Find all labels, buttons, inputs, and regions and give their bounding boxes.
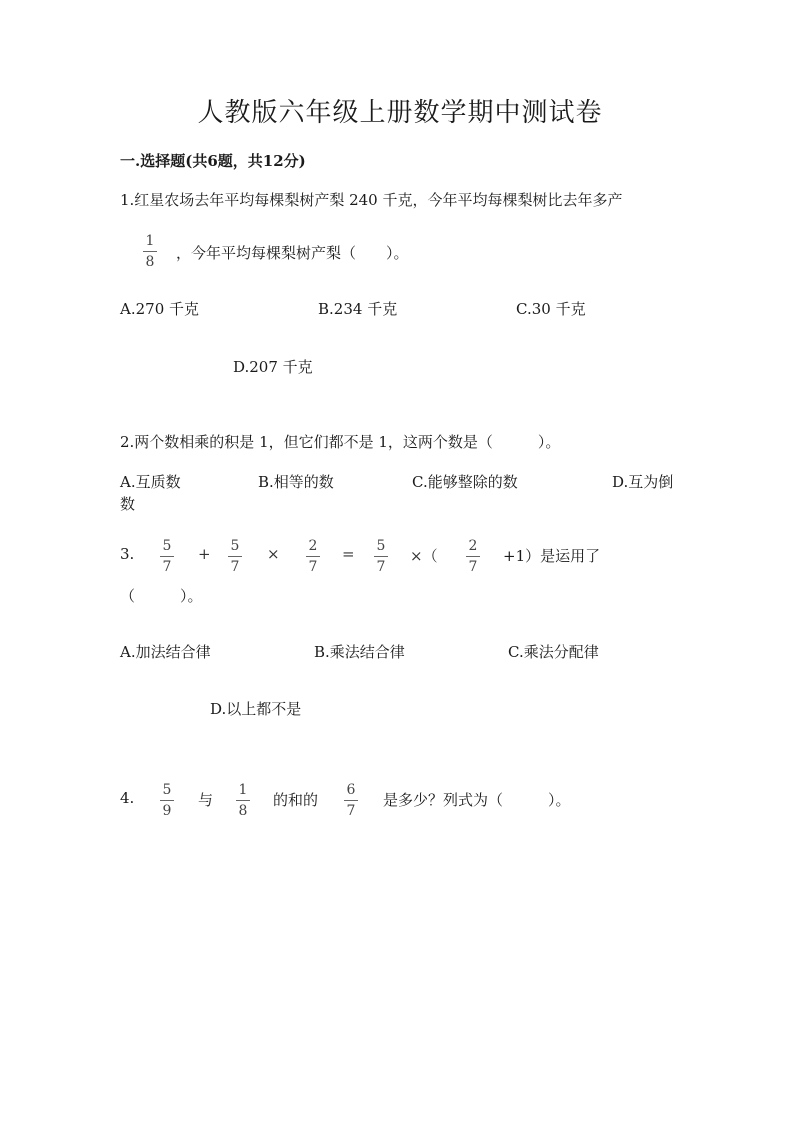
fraction-numerator: 5 bbox=[162, 782, 172, 798]
q4-and-word: 与 bbox=[198, 791, 214, 809]
fraction-denominator: 7 bbox=[230, 559, 240, 575]
q1-stem-line1: 1.红星农场去年平均每棵梨树产梨 240 千克，今年平均每棵梨树比去年多产 bbox=[120, 191, 623, 209]
q3-stem-tail: +1）是运用了 bbox=[503, 547, 601, 565]
fraction-denominator: 7 bbox=[346, 803, 356, 819]
q4-sum-text: 的和的 bbox=[273, 791, 319, 809]
fraction-denominator: 8 bbox=[145, 254, 155, 270]
q3-number: 3. bbox=[120, 545, 135, 563]
fraction-denominator: 7 bbox=[162, 559, 172, 575]
q2-option-d-part2: 数 bbox=[120, 495, 136, 513]
q3-option-d: D.以上都不是 bbox=[210, 700, 302, 718]
section-heading: 一.选择题(共6题，共12分) bbox=[120, 152, 306, 170]
plus-sign: + bbox=[198, 545, 211, 563]
q2-option-a: A.互质数 bbox=[120, 473, 181, 491]
fraction-numerator: 5 bbox=[230, 538, 240, 554]
fraction-denominator: 7 bbox=[308, 559, 318, 575]
fraction-numerator: 5 bbox=[376, 538, 386, 554]
fraction-denominator: 9 bbox=[162, 803, 172, 819]
q4-fraction-3 bbox=[344, 783, 358, 818]
q1-fraction bbox=[143, 234, 157, 269]
q4-stem-tail: 是多少？列式为（ ）。 bbox=[383, 791, 571, 809]
q2-option-c: C.能够整除的数 bbox=[412, 473, 518, 491]
q1-stem-line2: ，今年平均每棵梨树产梨（ ）。 bbox=[176, 244, 409, 262]
fraction-numerator: 2 bbox=[308, 538, 318, 554]
q3-fraction-2 bbox=[228, 539, 242, 574]
q3-stem-line2: （ ）。 bbox=[120, 587, 203, 605]
fraction-numerator: 5 bbox=[162, 538, 172, 554]
q3-fraction-5 bbox=[466, 539, 480, 574]
fraction-denominator: 7 bbox=[376, 559, 386, 575]
q4-fraction-1 bbox=[160, 783, 174, 818]
q3-fraction-1 bbox=[160, 539, 174, 574]
q3-option-a: A.加法结合律 bbox=[120, 643, 211, 661]
fraction-numerator: 1 bbox=[145, 233, 155, 249]
fraction-denominator: 7 bbox=[468, 559, 478, 575]
q2-option-b: B.相等的数 bbox=[258, 473, 334, 491]
fraction-numerator: 2 bbox=[468, 538, 478, 554]
q1-option-d: D.207 千克 bbox=[233, 358, 313, 376]
q1-option-b: B.234 千克 bbox=[318, 300, 398, 318]
q3-option-c: C.乘法分配律 bbox=[508, 643, 599, 661]
q3-option-b: B.乘法结合律 bbox=[314, 643, 405, 661]
fraction-denominator: 8 bbox=[238, 803, 248, 819]
q2-option-d-part1: D.互为倒 bbox=[612, 473, 674, 491]
q3-fraction-4 bbox=[374, 539, 388, 574]
times-open-paren: ×（ bbox=[410, 547, 438, 565]
q1-option-c: C.30 千克 bbox=[516, 300, 586, 318]
q4-number: 4. bbox=[120, 789, 135, 807]
page-title: 人教版六年级上册数学期中测试卷 bbox=[197, 98, 603, 128]
times-sign: × bbox=[267, 545, 280, 563]
equals-sign: = bbox=[342, 545, 355, 563]
q4-fraction-2 bbox=[236, 783, 250, 818]
q1-option-a: A.270 千克 bbox=[120, 300, 199, 318]
fraction-numerator: 1 bbox=[238, 782, 248, 798]
q3-fraction-3 bbox=[306, 539, 320, 574]
fraction-numerator: 6 bbox=[346, 782, 356, 798]
q2-stem: 2.两个数相乘的积是 1，但它们都不是 1，这两个数是（ ）。 bbox=[120, 433, 561, 451]
